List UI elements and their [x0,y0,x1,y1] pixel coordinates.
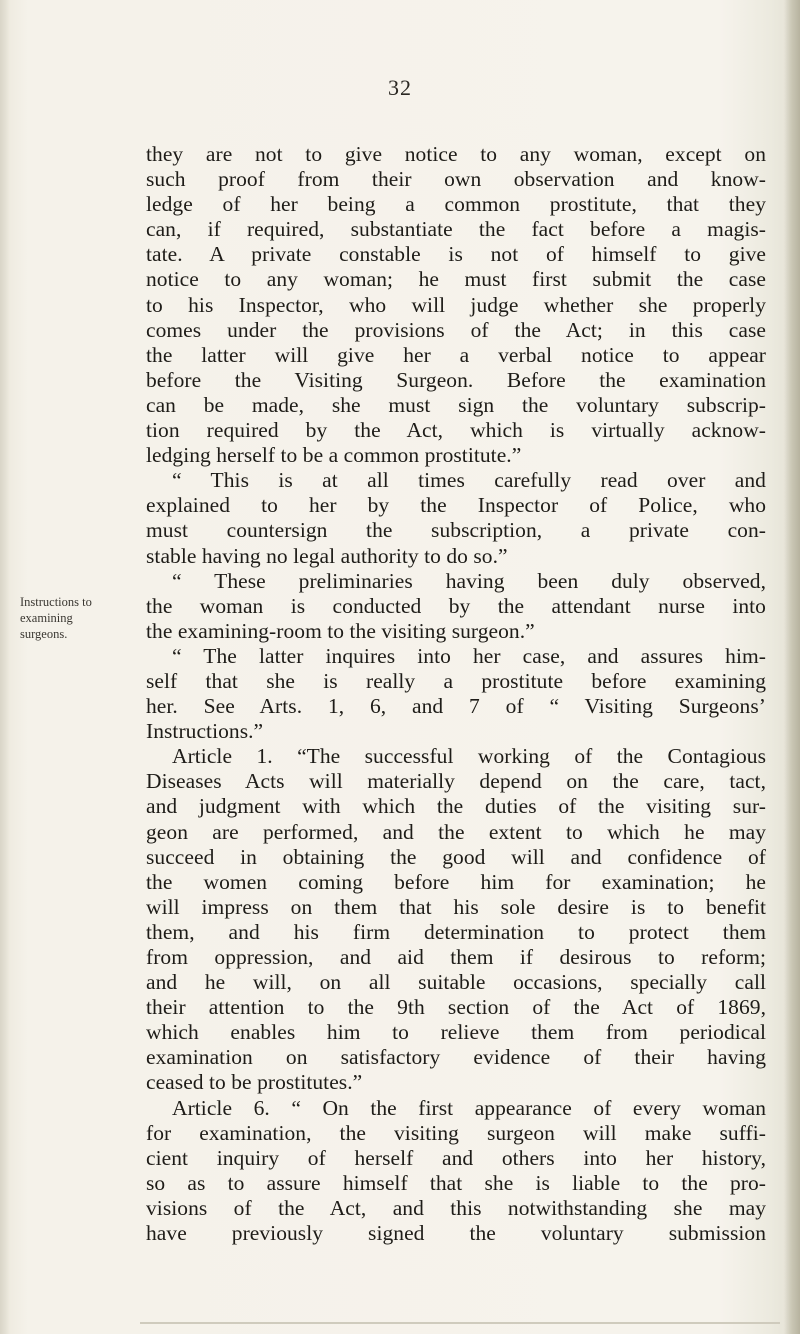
margin-note [20,594,138,642]
text-line: and judgment with which the duties of the visiting sur- [146,794,766,819]
text-line: which enables him to relieve them from periodical [146,1020,766,1045]
text-line: they are not to give notice to any woman, except on [146,142,766,166]
text-line: cient inquiry of herself and others into her history, [146,1145,766,1170]
text-line: geon are performed, and the extent to which he may [146,819,766,844]
text-line: Article 1. “The successful working of the Contagious [172,744,766,769]
text-line: “ The latter inquires into her case, and assures him- [172,643,766,668]
text-line: visions of the Act, and this notwithstanding she may [146,1195,766,1220]
text-line: to his Inspector, who will judge whether she properly [146,292,766,317]
text-line: “ These preliminaries having been duly observed, [172,568,766,593]
text-line: from oppression, and aid them if desirous to reform; [146,945,766,969]
text-line: can be made, she must sign the voluntary subscrip- [146,392,766,417]
text-line: can, if required, substantiate the fact before a magis- [146,217,766,242]
text-line: tate. A private constable is not of himself to give [146,242,766,267]
text-line: ceased to be prostitutes.” [146,1070,363,1095]
text-line: self that she is really a prostitute before examining [146,668,766,693]
text-line: and he will, on all suitable occasions, specially call [146,970,766,995]
text-line: notice to any woman; he must first submit the case [146,267,766,292]
text-line: the woman is conducted by the attendant nurse into [146,593,766,618]
text-line: the women coming before him for examination; he [146,869,766,894]
gutter-shadow [0,0,10,1334]
text-line: such proof from their own observation and know- [146,167,766,192]
text-line: Diseases Acts will materially depend on the care, tact, [146,769,766,794]
text-line: so as to assure himself that she is liable to the pro- [146,1170,766,1195]
text-line: stable having no legal authority to do so.” [146,543,508,568]
text-line: her. See Arts. 1, 6, and 7 of “ Visiting Surgeons’ [146,694,766,719]
text-line: the latter will give her a verbal notice to appear [146,342,766,367]
body-text [146,142,766,1246]
text-line: must countersign the subscription, a private con- [146,518,766,543]
text-line: tion required by the Act, which is virtually acknow- [146,418,766,443]
text-line: will impress on them that his sole desire is to benefit [146,894,766,919]
text-line: “ This is at all times carefully read over and [172,468,766,493]
page-edge [784,0,800,1334]
text-line: before the Visiting Surgeon. Before the examination [146,367,766,392]
page-number: 32 [388,75,412,100]
margin-note-line: examining [20,611,73,625]
text-line: their attention to the 9th section of the Act of 1869, [146,995,766,1020]
text-line: examination on satisfactory evidence of their having [146,1045,766,1070]
text-line: have previously signed the voluntary submission [146,1221,766,1246]
text-line: ledging herself to be a common prostitute.” [146,443,522,468]
text-line: for examination, the visiting surgeon will make suffi- [146,1120,766,1145]
margin-note-line: Instructions to [20,595,92,609]
text-line: ledge of her being a common prostitute, that they [146,192,766,217]
margin-note-line: surgeons. [20,627,68,641]
text-line: them, and his firm determination to protect them [146,919,766,944]
text-line: Article 6. “ On the first appearance of every woman [172,1095,766,1120]
page-bottom-edge [140,1322,780,1324]
text-line: explained to her by the Inspector of Police, who [146,493,766,518]
text-line: the examining-room to the visiting surgeon.” [146,618,535,643]
text-line: succeed in obtaining the good will and confidence of [146,844,766,869]
text-line: comes under the provisions of the Act; in this case [146,317,766,342]
text-line: Instructions.” [146,719,264,744]
